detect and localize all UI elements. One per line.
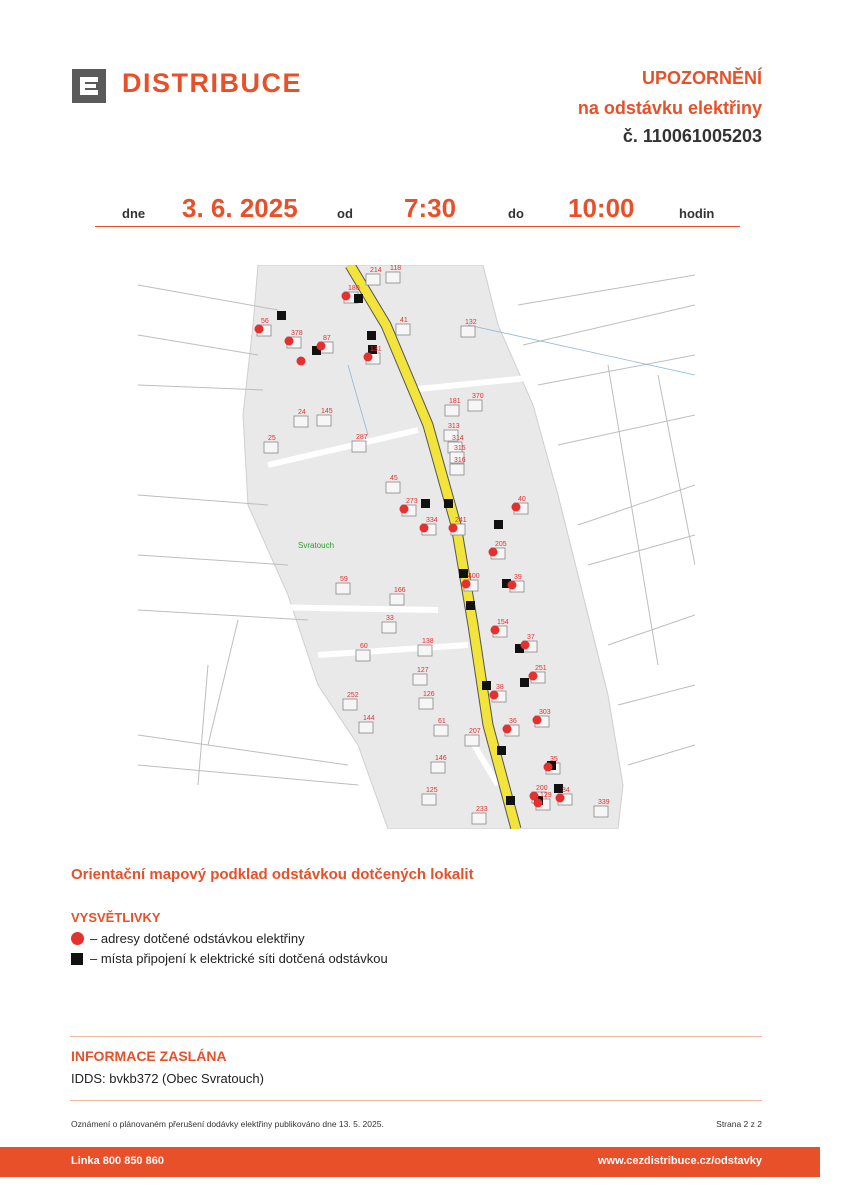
affected-address-dot: [364, 353, 373, 362]
affected-address-dot: [489, 548, 498, 557]
house-number-label: 61: [438, 718, 446, 725]
affected-address-dot: [342, 292, 351, 301]
house-number-label: 251: [535, 665, 547, 672]
affected-address-dot: [449, 524, 458, 533]
logo-text: DISTRIBUCE: [122, 68, 303, 98]
house-number-label: 273: [406, 498, 418, 505]
affected-address-dot: [285, 337, 294, 346]
outage-date: 3. 6. 2025: [182, 193, 298, 223]
affected-address-dot: [503, 725, 512, 734]
house-number-label: 25: [268, 435, 276, 442]
building: [386, 272, 400, 283]
house-number-label: 37: [527, 634, 535, 641]
house-number-label: 38: [496, 684, 504, 691]
connection-point-square: [459, 569, 468, 578]
map-caption: Orientační mapový podklad odstávkou dotčených lokalit: [71, 866, 474, 883]
company-logo-icon: [72, 69, 106, 103]
divider: [70, 1036, 762, 1037]
building: [343, 699, 357, 710]
black-square-icon: [71, 953, 83, 965]
notice-subtitle: na odstávku elektřiny: [577, 98, 762, 118]
building: [418, 645, 432, 656]
outage-map: [138, 265, 695, 829]
building: [336, 583, 350, 594]
house-number-label: 200: [536, 785, 548, 792]
building: [359, 722, 373, 733]
building: [413, 674, 427, 685]
building: [419, 698, 433, 709]
building: [264, 442, 278, 453]
house-number-label: 313: [448, 423, 460, 430]
date-divider: [95, 226, 740, 227]
affected-address-dot: [297, 357, 306, 366]
from-label: od: [337, 206, 353, 221]
affected-address-dot: [317, 342, 326, 351]
house-number-label: 41: [400, 317, 408, 324]
affected-address-dot: [544, 763, 553, 772]
house-number-label: 118: [390, 265, 402, 272]
connection-point-square: [421, 499, 430, 508]
house-number-label: 125: [426, 787, 438, 794]
house-number-label: 87: [323, 335, 331, 342]
house-number-label: 205: [495, 541, 507, 548]
connection-point-square: [367, 331, 376, 340]
footer-url-link[interactable]: www.cezdistribuce.cz/odstavky: [597, 1155, 762, 1167]
connection-point-square: [506, 796, 515, 805]
house-number-label: 39: [514, 574, 522, 581]
legend-dot-text: – adresy dotčené odstávkou elektřiny: [90, 931, 305, 946]
connection-point-square: [354, 294, 363, 303]
legend-square-row: [71, 951, 388, 966]
legend-heading: VYSVĚTLIVKY: [71, 910, 161, 925]
building: [386, 482, 400, 493]
affected-address-dot: [512, 503, 521, 512]
building: [461, 326, 475, 337]
affected-address-dot: [491, 626, 500, 635]
house-number-label: 241: [455, 517, 467, 524]
affected-address-dot: [556, 794, 565, 803]
house-number-label: 181: [449, 398, 461, 405]
affected-address-dot: [462, 580, 471, 589]
house-number-label: 145: [321, 408, 333, 415]
house-number-label: 40: [518, 496, 526, 503]
affected-address-dot: [490, 691, 499, 700]
building: [294, 416, 308, 427]
house-number-label: 233: [476, 806, 488, 813]
info-heading: INFORMACE ZASLÁNA: [71, 1048, 227, 1064]
house-number-label: 334: [426, 517, 438, 524]
affected-address-dot: [255, 325, 264, 334]
building: [352, 441, 366, 452]
building: [594, 806, 608, 817]
house-number-label: 138: [422, 638, 434, 645]
notice-title: UPOZORNĚNÍ: [641, 68, 762, 88]
building: [366, 274, 380, 285]
house-number-label: 45: [390, 475, 398, 482]
house-number-label: 400: [468, 573, 480, 580]
house-number-label: 314: [452, 435, 464, 442]
connection-point-square: [497, 746, 506, 755]
building: [468, 400, 482, 411]
house-number-label: 144: [363, 715, 375, 722]
building: [390, 594, 404, 605]
house-number-label: 56: [261, 318, 269, 325]
to-label: do: [508, 206, 524, 221]
connection-point-square: [482, 681, 491, 690]
house-number-label: 315: [454, 445, 466, 452]
divider: [70, 1100, 762, 1101]
building: [422, 794, 436, 805]
affected-address-dot: [521, 641, 530, 650]
affected-address-dot: [529, 672, 538, 681]
affected-address-dot: [533, 716, 542, 725]
connection-point-square: [444, 499, 453, 508]
legend-square-text: – místa připojení k elektrické síti dotčená odstávkou: [90, 951, 388, 966]
house-number-label: 370: [472, 393, 484, 400]
house-number-label: 180: [348, 285, 360, 292]
house-number-label: 36: [509, 718, 517, 725]
house-number-label: 378: [291, 330, 303, 337]
house-number-label: 33: [386, 615, 394, 622]
house-number-label: 207: [469, 728, 481, 735]
house-number-label: 132: [465, 319, 477, 326]
info-recipient: IDDS: bvkb372 (Obec Svratouch): [71, 1071, 264, 1086]
house-number-label: 60: [360, 643, 368, 650]
house-number-label: 146: [435, 755, 447, 762]
house-number-label: 127: [417, 667, 429, 674]
house-number-label: 154: [497, 619, 509, 626]
house-number-label: 126: [423, 691, 435, 698]
house-number-label: 287: [356, 434, 368, 441]
building: [396, 324, 410, 335]
affected-address-dot: [400, 505, 409, 514]
building: [434, 725, 448, 736]
house-number-label: 339: [598, 799, 610, 806]
house-number-label: 59: [340, 576, 348, 583]
footer-phone: Linka 800 850 860: [71, 1155, 164, 1167]
affected-address-dot: [508, 581, 517, 590]
house-number-label: 131: [370, 346, 382, 353]
to-time: 10:00: [568, 193, 635, 223]
house-number-label: 316: [454, 457, 466, 464]
building: [445, 405, 459, 416]
house-number-label: 129: [540, 792, 552, 799]
affected-address-dot: [420, 524, 429, 533]
notice-number: č. 110061005203: [622, 126, 762, 146]
house-number-label: 214: [370, 267, 382, 274]
connection-point-square: [494, 520, 503, 529]
building: [317, 415, 331, 426]
day-label: dne: [122, 206, 146, 221]
legend-dot-row: [71, 931, 305, 946]
hours-label: hodin: [679, 206, 715, 221]
connection-point-square: [520, 678, 529, 687]
affected-address-dot: [534, 799, 543, 808]
house-number-label: 166: [394, 587, 406, 594]
building: [431, 762, 445, 773]
connection-point-square: [466, 601, 475, 610]
house-number-label: 252: [347, 692, 359, 699]
from-time: 7:30: [404, 193, 457, 223]
building: [465, 735, 479, 746]
building: [382, 622, 396, 633]
house-number-label: 303: [539, 709, 551, 716]
village-label: Svratouch: [298, 541, 335, 550]
red-dot-icon: [71, 932, 84, 945]
building: [472, 813, 486, 824]
building: [450, 464, 464, 475]
house-number-label: 35: [550, 756, 558, 763]
page-number: Strana 2 z 2: [716, 1119, 762, 1129]
connection-point-square: [277, 311, 286, 320]
house-number-label: 24: [298, 409, 306, 416]
house-number-label: 34: [562, 787, 570, 794]
publication-note: Oznámení o plánovaném přerušení dodávky elektřiny publikováno dne 13. 5. 2025.: [71, 1119, 384, 1129]
building: [356, 650, 370, 661]
